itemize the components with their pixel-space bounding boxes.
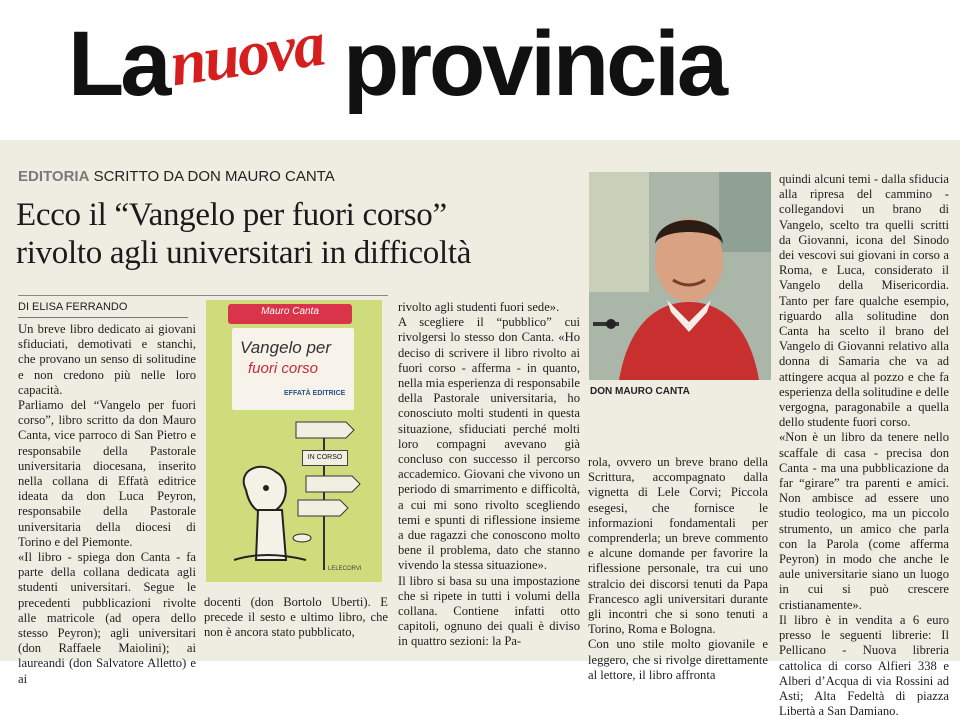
article-column-1: [18, 322, 196, 687]
paragraph: A scegliere il “pubblico” cui rivolgersi lo stesso don Canta. «Ho deciso di scrivere il libro rivolto ai fuori corso - afferma - in quanto, nella mia esperienza di responsabile della Pastorale universitaria, ho conosciuto molti studenti in questa situazione, sfiduciati perché molti loro compagni avevano già concluso con successo il percorso accademico. Giovani che vivono un periodo di smarrimento e difficoltà, a cui mi sono rivolto scegliendo temi e spunti di riflessione insieme a due ragazzi che conoscono molto bene il problema, dato che stanno vivendo la stessa situazione».: [398, 315, 580, 573]
paragraph: Il libro è in vendita a 6 euro presso le seguenti librerie: Il Pellicano - Nuova libreria cattolica di corso Alfieri 338 e Alberi d’Acqua di via Rossini ad Asti; Alta Fedeltà di piazza Libertà a San Damiano.: [779, 612, 949, 719]
article-column-4: [588, 455, 768, 683]
headline-line-1: Ecco il “Vangelo per fuori corso”: [16, 197, 447, 233]
cover-sign: IN CORSO: [302, 450, 348, 466]
illustrator-signature: LELECORVI: [328, 566, 362, 572]
paragraph: Parliamo del “Vangelo per fuori corso”, libro scritto da don Mauro Canta, vice parroco di San Pietro e responsabile della Pastorale universitaria diocesana, inserito nella collana di Effatà editrice ideata da don Luca Peyron, responsabile della Pastorale universitaria della diocesi di Torino e del Piemonte.: [18, 398, 196, 549]
article-column-3: [398, 300, 580, 650]
cover-title-line-1: Vangelo per: [240, 338, 332, 357]
article-column-2: [204, 595, 388, 641]
byline: DI ELISA FERRANDO: [18, 300, 188, 318]
kicker-topic: SCRITTO DA DON MAURO CANTA: [93, 168, 335, 185]
masthead-nuova: nuova: [165, 7, 328, 100]
paragraph: Con uno stile molto giovanile e leggero, che si rivolge direttamente al lettore, il libro affronta: [588, 637, 768, 682]
paragraph: rivolto agli studenti fuori sede».: [398, 300, 560, 314]
paragraph: quindi alcuni temi - dalla sfiducia alla ripresa del cammino - collegandovi un brano di Vangelo, scelto tra quelli scritti da Giovanni, icona del Sinodo dei vescovi sui giovani in corso a Roma, e Luca, considerato il Vangelo della Misericordia. Tanto per fare qualche esempio, riguardo alla solitudine don Canta ha scelto il brano del Vangelo di Giovanni relativo alla donna di Samaria che va ad attingere acqua al pozzo e che fa esperienza della solitudine e delle vergogna, paragonabile a quella dello studente fuori corso.: [779, 172, 949, 430]
paragraph: «Il libro - spiega don Canta - fa parte della collana dedicata agli studenti universitari. Segue le precedenti pubblicazioni rivolte alle matricole (ad opera dello stesso Peyron); agli universitari (don Raffaele Maiolini); ai laureandi (don Salvatore Alletto) e ai: [18, 550, 196, 686]
paragraph: «Non è un libro da tenere nello scaffale di casa - precisa don Canta - ma una pubblicazione da far “girare” tra parenti e amici. Non ambisce ad essere uno studio teologico, ma un piccolo strumento, un amico che parla con la Parola (come afferma Peyron) in modo che anche le aule universitarie siano un luogo in cui si può crescere cristianamente».: [779, 430, 949, 612]
cover-publisher: EFFATÀ EDITRICE: [284, 390, 346, 397]
portrait-photo: [589, 172, 771, 380]
priest-portrait: [589, 172, 771, 380]
cover-title-line-2: fuori corso: [248, 360, 319, 377]
kicker: [18, 168, 335, 186]
headline-line-2: rivolto agli universitari in difficoltà: [16, 235, 472, 271]
masthead: [0, 0, 960, 140]
masthead-la: La: [68, 13, 168, 115]
masthead-provincia: provincia: [343, 13, 726, 115]
divider: [18, 295, 388, 296]
section-label: EDITORIA: [18, 168, 90, 185]
book-cover-image: [206, 300, 382, 582]
paragraph: Un breve libro dedicato ai giovani sfiduciati, demotivati e stanchi, che provano un senso di solitudine e non credono più nelle loro capacità.: [18, 322, 196, 397]
paragraph: rola, ovvero un breve brano della Scrittura, accompagnato dalla vignetta di Lele Corvi; Piccola esegesi, che fornisce le informazioni fondamentali per comprenderla; un breve commento e alcune domande per favorire la riflessione personale, tra cui uno stralcio dei discorsi tenuti da Papa Francesco agli universitari durante gli incontri che si sono tenuti a Torino, Roma e Bologna.: [588, 455, 768, 637]
paragraph: docenti (don Bortolo Uberti). E precede il sesto e ultimo libro, che non è ancora stato pubblicato,: [204, 595, 388, 640]
cartoon-illustration: [206, 410, 382, 580]
article-column-5: [779, 172, 949, 719]
cover-author: Mauro Canta: [261, 306, 319, 317]
photo-caption: DON MAURO CANTA: [590, 386, 690, 397]
paragraph: Il libro si basa su una impostazione che si ripete in tutti i volumi della collana. Contiene infatti otto capitoli, ognuno dei quali è diviso in quattro sezioni: la Pa-: [398, 573, 580, 649]
headline: [16, 196, 586, 272]
